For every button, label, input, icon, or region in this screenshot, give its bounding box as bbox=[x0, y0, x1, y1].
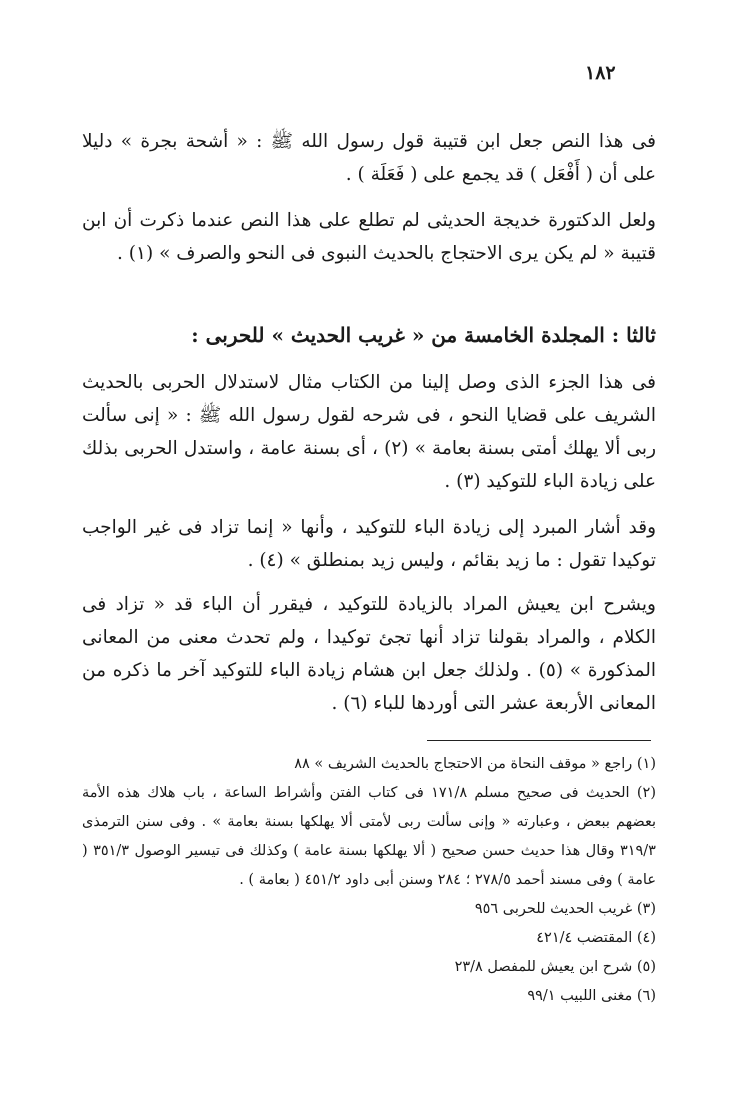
paragraph-2: ولعل الدكتورة خديجة الحديثى لم تطلع على هذا النص عندما ذكرت أن ابن قتيبة « لم يكن يرى الاحتجاج بالحديث النبوى فى النحو والصرف » (١) . bbox=[82, 210, 656, 264]
footnote-3: (٣) غريب الحديث للحربى ٩٥٦ bbox=[474, 901, 656, 917]
section-heading: ثالثا : المجلدة الخامسة من « غريب الحديث » للحربى : bbox=[191, 323, 656, 347]
footnote-2: (٢) الحديث فى صحيح مسلم ١٧١/٨ فى كتاب الفتن وأشراط الساعة ، باب هلاك هذه الأمة بعضهم ببعض ، وعبارته « وإنى سألت ربى لأمتى ألا يهلكها بسنة بعامة » . وفى سنن الترمذى ٣١٩/٣ وقال هذا حديث حسن صحيح ( ألا يهلكها بسنة عامة ) وكذلك فى تيسير الوصول ٣٥١/٣ ( عامة ) وفى مسند أحمد ٢٧٨/٥ ؛ ٢٨٤ وسنن أبى داود ٤٥١/٢ ( بعامة ) . bbox=[82, 785, 656, 888]
paragraph-5: ويشرح ابن يعيش المراد بالزيادة للتوكيد ، فيقرر أن الباء قد « تزاد فى الكلام ، والمراد بقولنا تزاد أنها تجئ توكيدا ، ولم تحدث معنى من المعانى المذكورة » (٥) . ولذلك جعل ابن هشام زيادة الباء للتوكيد آخر ما ذكره من المعانى الأربعة عشر التى أوردها للباء (٦) . bbox=[82, 594, 656, 714]
footnotes bbox=[82, 750, 656, 1011]
footnote-5: (٥) شرح ابن يعيش للمفصل ٢٣/٨ bbox=[454, 959, 656, 975]
page-number: ١٨٢ bbox=[585, 62, 616, 84]
paragraph-4: وقد أشار المبرد إلى زيادة الباء للتوكيد ، وأنها « إنما تزاد فى غير الواجب توكيدا تقول : ما زيد بقائم ، وليس زيد بمنطلق » (٤) . bbox=[82, 517, 656, 571]
footnote-6: (٦) مغنى اللبيب ٩٩/١ bbox=[527, 988, 656, 1004]
paragraph-3: فى هذا الجزء الذى وصل إلينا من الكتاب مثال لاستدلال الحربى بالحديث الشريف على قضايا النحو ، فى شرحه لقول رسول الله ﷺ : « إنى سألت ربى ألا يهلك أمتى بسنة بعامة » (٢) ، أى بسنة عامة ، واستدل الحربى بذلك على زيادة الباء للتوكيد (٣) . bbox=[82, 372, 657, 492]
footnote-divider bbox=[427, 740, 651, 741]
footnote-1: (١) راجع « موقف النحاة من الاحتجاج بالحديث الشريف » ٨٨ bbox=[294, 756, 656, 772]
footnote-4: (٤) المقتضب ٤٢١/٤ bbox=[536, 930, 656, 946]
paragraph-1: فى هذا النص جعل ابن قتيبة قول رسول الله ﷺ : « أشحة بجرة » دليلا على أن ( أَفْعَل ) قد يجمع على ( فَعَلَة ) . bbox=[82, 131, 656, 185]
